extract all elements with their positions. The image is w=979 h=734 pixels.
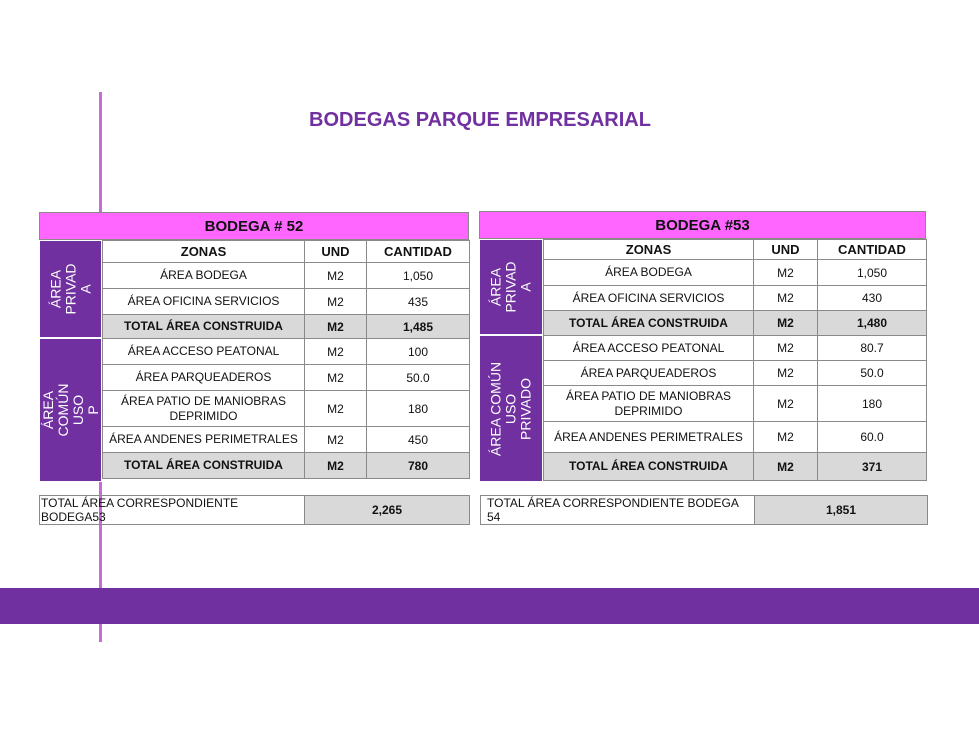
summary-label: TOTAL ÁREA CORRESPONDIENTE BODEGA 54 xyxy=(481,496,755,525)
col-zonas: ZONAS xyxy=(544,240,754,260)
table-row: ÁREA PATIO DE MANIOBRAS DEPRIMIDO M2 180 xyxy=(103,391,470,427)
table-row: ÁREA ANDENES PERIMETRALES M2 60.0 xyxy=(544,422,927,453)
table-row: ÁREA ACCESO PEATONAL M2 100 xyxy=(103,339,470,365)
table-row: ÁREA PARQUEADEROS M2 50.0 xyxy=(103,365,470,391)
table-row: ÁREA PARQUEADEROS M2 50.0 xyxy=(544,361,927,386)
total-row: TOTAL ÁREA CONSTRUIDA M2 1,485 xyxy=(103,315,470,339)
bodega-53-summary xyxy=(480,495,928,525)
table-row: ÁREA OFICINA SERVICIOS M2 430 xyxy=(544,286,927,311)
table-row: ÁREA PATIO DE MANIOBRAS DEPRIMIDO M2 180 xyxy=(544,386,927,422)
table-row: ÁREA OFICINA SERVICIOS M2 435 xyxy=(103,289,470,315)
bodega-53-header: BODEGA #53 xyxy=(479,211,926,239)
summary-value: 1,851 xyxy=(755,496,928,525)
summary-label: TOTAL ÁREA CORRESPONDIENTE BODEGA53 xyxy=(40,496,305,525)
table-row: ÁREA BODEGA M2 1,050 xyxy=(544,260,927,286)
total-row: TOTAL ÁREA CONSTRUIDA M2 1,480 xyxy=(544,311,927,336)
bodega-52-private-side-label: ÁREA PRIVAD A xyxy=(39,240,102,338)
bottom-purple-band xyxy=(0,588,979,624)
total-row: TOTAL ÁREA CONSTRUIDA M2 371 xyxy=(544,453,927,481)
bodega-52-summary xyxy=(39,495,470,525)
col-und: UND xyxy=(754,240,818,260)
col-cantidad: CANTIDAD xyxy=(818,240,927,260)
bodega-53-private-side-label: ÁREA PRIVAD A xyxy=(479,239,543,335)
bodega-52-table xyxy=(102,240,470,479)
bodega-52-header: BODEGA # 52 xyxy=(39,212,469,240)
page-title: BODEGAS PARQUE EMPRESARIAL xyxy=(309,109,651,131)
col-cantidad: CANTIDAD xyxy=(367,241,470,263)
table-row: ÁREA BODEGA M2 1,050 xyxy=(103,263,470,289)
bodega-53-block xyxy=(479,211,926,482)
table-row: ÁREA ANDENES PERIMETRALES M2 450 xyxy=(103,427,470,453)
bodega-52-common-side-label: ÁREA COMÚN USO P xyxy=(39,338,102,482)
col-zonas: ZONAS xyxy=(103,241,305,263)
summary-value: 2,265 xyxy=(305,496,470,525)
bodega-53-table xyxy=(543,239,927,481)
bodega-52-block xyxy=(39,212,469,482)
total-row: TOTAL ÁREA CONSTRUIDA M2 780 xyxy=(103,453,470,479)
table-row: ÁREA ACCESO PEATONAL M2 80.7 xyxy=(544,336,927,361)
col-und: UND xyxy=(305,241,367,263)
bodega-53-common-side-label: ÁREA COMÚN USO PRIVADO xyxy=(479,335,543,482)
